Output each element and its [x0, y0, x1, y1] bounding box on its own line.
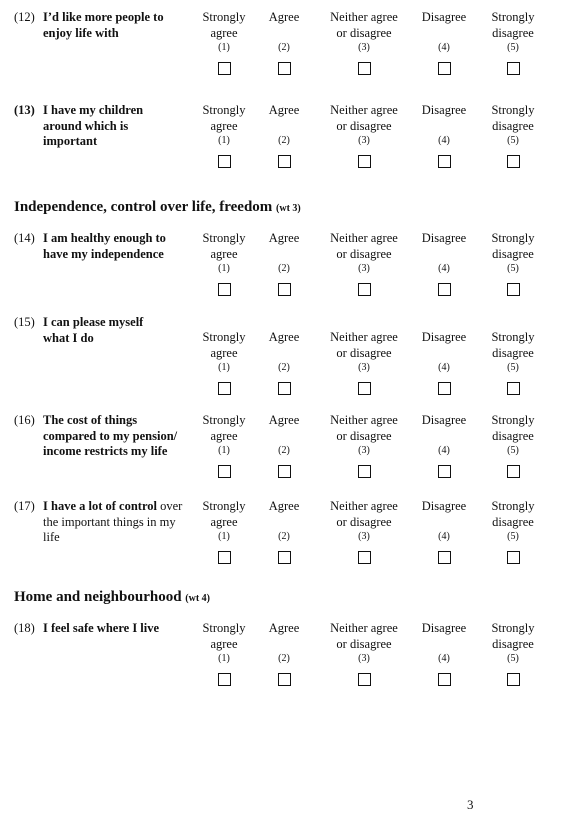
option-label-line: disagree [492, 118, 534, 133]
option-label-line: Disagree [421, 231, 467, 245]
option-neither-label [319, 330, 409, 374]
question-number: (17) [14, 499, 35, 513]
option-code: (5) [507, 653, 519, 664]
option-label-line: disagree [492, 345, 534, 360]
question-text-part: The cost of things compared to my pension/ income restricts my life [43, 413, 178, 458]
option-agree-label [239, 231, 329, 275]
question-14 [0, 231, 571, 301]
option-code: (3) [358, 531, 370, 542]
option-label-line: or disagree [336, 345, 392, 360]
question-number: (13) [14, 103, 35, 117]
checkbox-neither[interactable] [358, 551, 371, 564]
option-code: (2) [278, 135, 290, 146]
checkbox-strongly-agree[interactable] [218, 551, 231, 564]
option-label-line: Strongly [202, 231, 246, 245]
checkbox-agree[interactable] [278, 465, 291, 478]
option-label-line: Agree [268, 621, 300, 635]
option-label-line: or disagree [336, 428, 392, 443]
option-label-line: Strongly [491, 499, 535, 513]
checkbox-strongly-disagree[interactable] [507, 62, 520, 75]
option-neither-label [319, 103, 409, 147]
option-code: (2) [278, 653, 290, 664]
checkbox-strongly-disagree[interactable] [507, 673, 520, 686]
section-heading-independence: Independence, control over life, freedom (wt 3) [14, 199, 301, 215]
option-label-line: agree [210, 636, 238, 651]
checkbox-agree[interactable] [278, 155, 291, 168]
option-neither-label [319, 499, 409, 543]
option-code: (2) [278, 42, 290, 53]
checkbox-disagree[interactable] [438, 155, 451, 168]
checkbox-strongly-disagree[interactable] [507, 382, 520, 395]
option-label-line: Neither agree [330, 231, 398, 245]
option-label-line: Disagree [421, 621, 467, 635]
question-text [43, 621, 193, 637]
option-label-line: Neither agree [330, 621, 398, 635]
option-code: (2) [278, 531, 290, 542]
option-label-line: Disagree [421, 330, 467, 344]
option-label-line: Strongly [202, 10, 246, 24]
checkbox-disagree[interactable] [438, 382, 451, 395]
option-neither-label [319, 621, 409, 665]
option-label-line: Neither agree [330, 499, 398, 513]
checkbox-neither[interactable] [358, 673, 371, 686]
checkbox-agree[interactable] [278, 62, 291, 75]
question-text [43, 231, 193, 262]
question-text-part: I feel safe where I live [43, 621, 160, 635]
option-label-line: or disagree [336, 514, 392, 529]
checkbox-disagree[interactable] [438, 62, 451, 75]
option-strongly-disagree-label [468, 330, 558, 374]
checkbox-disagree[interactable] [438, 551, 451, 564]
option-label-line: Strongly [202, 621, 246, 635]
option-neither-label [319, 10, 409, 54]
option-label-line: agree [210, 345, 238, 360]
option-neither-label [319, 231, 409, 275]
checkbox-agree[interactable] [278, 673, 291, 686]
option-code: (5) [507, 531, 519, 542]
question-text-part: I have a lot of control [43, 499, 157, 513]
checkbox-strongly-agree[interactable] [218, 62, 231, 75]
option-label-line: Strongly [491, 621, 535, 635]
checkbox-strongly-agree[interactable] [218, 155, 231, 168]
question-text-part: I have my children around which is important [43, 103, 144, 148]
section-weight: (wt 3) [276, 203, 301, 214]
section-heading-home: Home and neighbourhood (wt 4) [14, 589, 211, 605]
question-text [43, 10, 183, 41]
question-text-part: I am healthy enough to have my independence [43, 231, 166, 261]
option-label-line: Strongly [202, 103, 246, 117]
question-15 [0, 315, 571, 400]
option-code: (1) [218, 445, 230, 456]
checkbox-neither[interactable] [358, 382, 371, 395]
question-number: (14) [14, 231, 35, 245]
option-code: (5) [507, 135, 519, 146]
option-label-line: Disagree [421, 413, 467, 427]
checkbox-agree[interactable] [278, 283, 291, 296]
option-code: (5) [507, 445, 519, 456]
option-strongly-disagree-label [468, 10, 558, 54]
option-code: (1) [218, 653, 230, 664]
option-code: (1) [218, 531, 230, 542]
option-code: (3) [358, 42, 370, 53]
option-agree-label [239, 413, 329, 457]
option-label-line: Agree [268, 413, 300, 427]
option-code: (3) [358, 135, 370, 146]
option-label-line: Strongly [202, 413, 246, 427]
option-code: (4) [438, 362, 450, 373]
option-strongly-disagree-label [468, 499, 558, 543]
page-number: 3 [467, 797, 474, 812]
option-label-line: Strongly [491, 413, 535, 427]
option-agree-label [239, 499, 329, 543]
checkbox-strongly-agree[interactable] [218, 382, 231, 395]
option-label-line: disagree [492, 514, 534, 529]
option-label-line: Disagree [421, 103, 467, 117]
option-label-line: Neither agree [330, 413, 398, 427]
option-code: (2) [278, 445, 290, 456]
question-13 [0, 103, 571, 173]
question-text-part: over the important things in my life [43, 499, 183, 544]
option-label-line: Strongly [202, 330, 246, 344]
checkbox-neither[interactable] [358, 155, 371, 168]
option-code: (4) [438, 531, 450, 542]
option-label-line: agree [210, 118, 238, 133]
option-label-line: agree [210, 25, 238, 40]
option-code: (4) [438, 653, 450, 664]
option-code: (5) [507, 362, 519, 373]
checkbox-strongly-agree[interactable] [218, 673, 231, 686]
option-label-line: or disagree [336, 636, 392, 651]
option-strongly-disagree-label [468, 621, 558, 665]
question-text [43, 315, 158, 346]
option-code: (5) [507, 42, 519, 53]
option-label-line: disagree [492, 246, 534, 261]
question-number: (16) [14, 413, 35, 427]
option-agree-label [239, 103, 329, 147]
question-text-part: I’d like more people to enjoy life with [43, 10, 164, 40]
option-agree-label [239, 330, 329, 374]
question-17 [0, 499, 571, 569]
option-label-line: Disagree [421, 499, 467, 513]
option-strongly-disagree-label [468, 231, 558, 275]
option-code: (3) [358, 653, 370, 664]
option-label-line: agree [210, 514, 238, 529]
option-code: (4) [438, 445, 450, 456]
question-text [43, 413, 193, 460]
option-label-line: Neither agree [330, 10, 398, 24]
section-weight: (wt 4) [185, 593, 211, 604]
option-code: (1) [218, 263, 230, 274]
checkbox-neither[interactable] [358, 465, 371, 478]
question-18 [0, 621, 571, 691]
option-label-line: Strongly [491, 10, 535, 24]
question-16 [0, 413, 571, 483]
checkbox-disagree[interactable] [438, 283, 451, 296]
option-code: (5) [507, 263, 519, 274]
question-number: (12) [14, 10, 35, 24]
question-12 [0, 10, 571, 80]
option-label-line: disagree [492, 428, 534, 443]
option-label-line: agree [210, 428, 238, 443]
question-text [43, 103, 163, 150]
question-text-part: I can please myself what I do [43, 315, 144, 345]
option-label-line: Neither agree [330, 330, 398, 344]
option-label-line: Agree [268, 499, 300, 513]
option-label-line: agree [210, 246, 238, 261]
checkbox-agree[interactable] [278, 382, 291, 395]
option-code: (4) [438, 263, 450, 274]
option-label-line: or disagree [336, 118, 392, 133]
option-strongly-disagree-label [468, 413, 558, 457]
option-label-line: Neither agree [330, 103, 398, 117]
option-code: (3) [358, 263, 370, 274]
option-label-line: or disagree [336, 25, 392, 40]
checkbox-agree[interactable] [278, 551, 291, 564]
question-number: (18) [14, 621, 35, 635]
checkbox-disagree[interactable] [438, 673, 451, 686]
checkbox-strongly-disagree[interactable] [507, 551, 520, 564]
option-label-line: Agree [268, 330, 300, 344]
checkbox-strongly-agree[interactable] [218, 465, 231, 478]
option-label-line: or disagree [336, 246, 392, 261]
option-label-line: Disagree [421, 10, 467, 24]
option-code: (1) [218, 42, 230, 53]
checkbox-strongly-agree[interactable] [218, 283, 231, 296]
option-label-line: Strongly [202, 499, 246, 513]
checkbox-neither[interactable] [358, 62, 371, 75]
option-label-line: disagree [492, 636, 534, 651]
question-text [43, 499, 183, 546]
option-agree-label [239, 10, 329, 54]
option-strongly-disagree-label [468, 103, 558, 147]
checkbox-strongly-disagree[interactable] [507, 465, 520, 478]
option-code: (2) [278, 263, 290, 274]
question-number: (15) [14, 315, 35, 329]
checkbox-disagree[interactable] [438, 465, 451, 478]
option-agree-label [239, 621, 329, 665]
option-label-line: Strongly [491, 231, 535, 245]
option-code: (2) [278, 362, 290, 373]
option-label-line: Strongly [491, 330, 535, 344]
checkbox-neither[interactable] [358, 283, 371, 296]
option-code: (1) [218, 362, 230, 373]
option-neither-label [319, 413, 409, 457]
option-code: (4) [438, 135, 450, 146]
option-code: (3) [358, 445, 370, 456]
option-label-line: disagree [492, 25, 534, 40]
option-code: (4) [438, 42, 450, 53]
option-code: (1) [218, 135, 230, 146]
option-label-line: Agree [268, 10, 300, 24]
option-code: (3) [358, 362, 370, 373]
option-label-line: Strongly [491, 103, 535, 117]
checkbox-strongly-disagree[interactable] [507, 283, 520, 296]
checkbox-strongly-disagree[interactable] [507, 155, 520, 168]
option-label-line: Agree [268, 103, 300, 117]
option-label-line: Agree [268, 231, 300, 245]
